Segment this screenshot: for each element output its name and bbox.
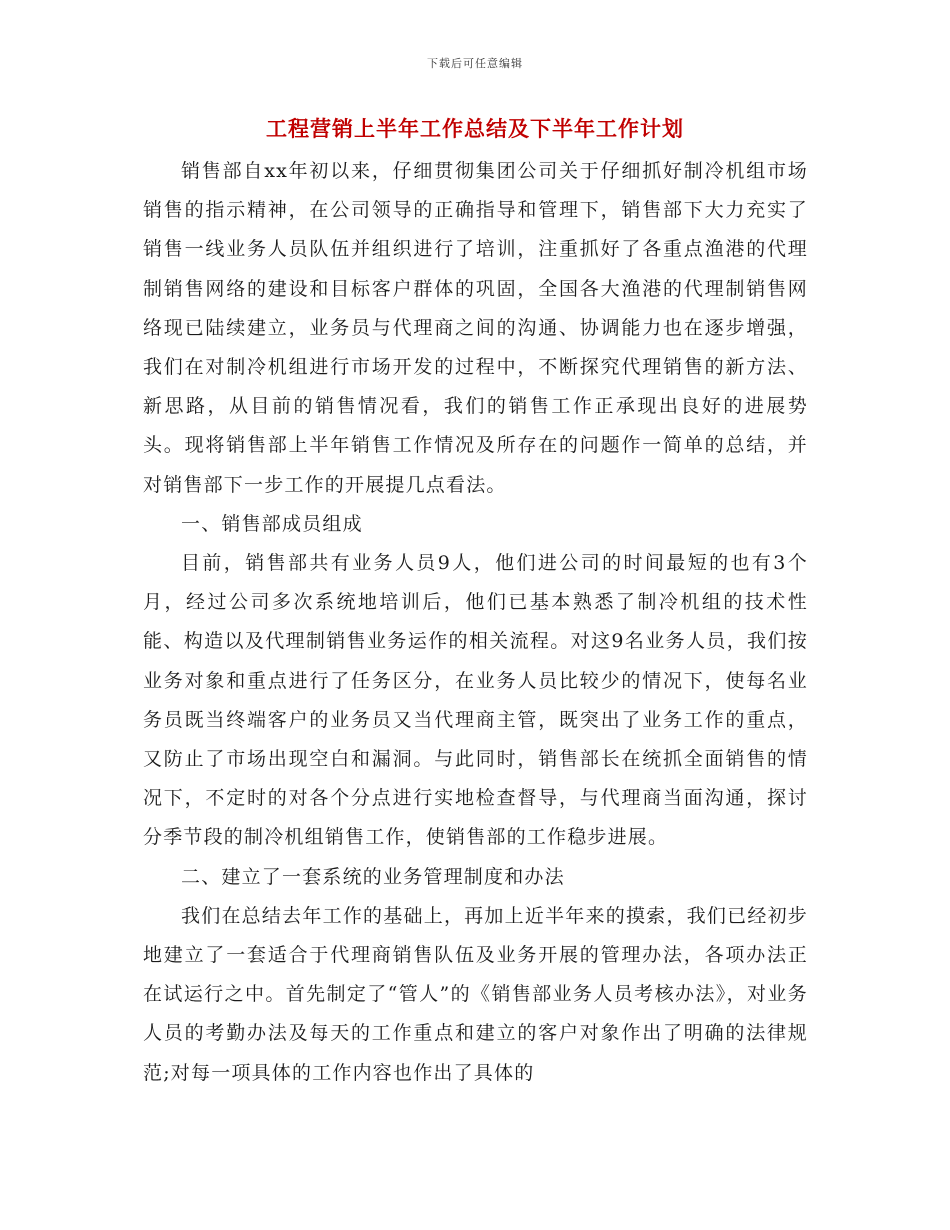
paragraph-section-1: 目前，销售部共有业务人员9人，他们进公司的时间最短的也有3个月，经过公司多次系统地培训后，他们已基本熟悉了制冷机组的技术性能、构造以及代理制销售业务运作的相关流程。对这9名业务人员，我们按业务对象和重点进行了任务区分，在业务人员比较少的情况下，使每名业务员既当终端客户的业务员又当代理商主管，既突出了业务工作的重点，又防止了市场出现空白和漏洞。与此同时，销售部长在统抓全面销售的情况下，不定时的对各个分点进行实地检查督导，与代理商当面沟通，探讨分季节段的制冷机组销售工作，使销售部的工作稳步进展。: [143, 552, 808, 849]
page-header-note: 下载后可任意编辑: [427, 57, 523, 70]
section-heading-1: 一、销售部成员组成: [181, 512, 363, 535]
paragraph-intro: 销售部自xx年初以来，仔细贯彻集团公司关于仔细抓好制冷机组市场销售的指示精神，在公司领导的正确指导和管理下，销售部下大力充实了销售一线业务人员队伍并组织进行了培训，注重抓好了各重点渔港的代理制销售网络的建设和目标客户群体的巩固，全国各大渔港的代理制销售网络现已陆续建立，业务员与代理商之间的沟通、协调能力也在逐步增强，我们在对制冷机组进行市场开发的过程中，不断探究代理销售的新方法、新思路，从目前的销售情况看，我们的销售工作正承现出良好的进展势头。现将销售部上半年销售工作情况及所存在的问题作一简单的总结，并对销售部下一步工作的开展提几点看法。: [143, 160, 808, 496]
document-title: 工程营销上半年工作总结及下半年工作计划: [266, 116, 684, 141]
document-body: [143, 152, 808, 1093]
section-heading-2: 二、建立了一套系统的业务管理制度和办法: [181, 865, 565, 888]
paragraph-section-2: 我们在总结去年工作的基础上，再加上近半年来的摸索，我们已经初步地建立了一套适合于代理商销售队伍及业务开展的管理办法，各项办法正在试运行之中。首先制定了“管人”的《销售部业务人员考核办法》，对业务人员的考勤办法及每天的工作重点和建立的客户对象作出了明确的法律规范;对每一项具体的工作内容也作出了具体的: [143, 904, 808, 1084]
